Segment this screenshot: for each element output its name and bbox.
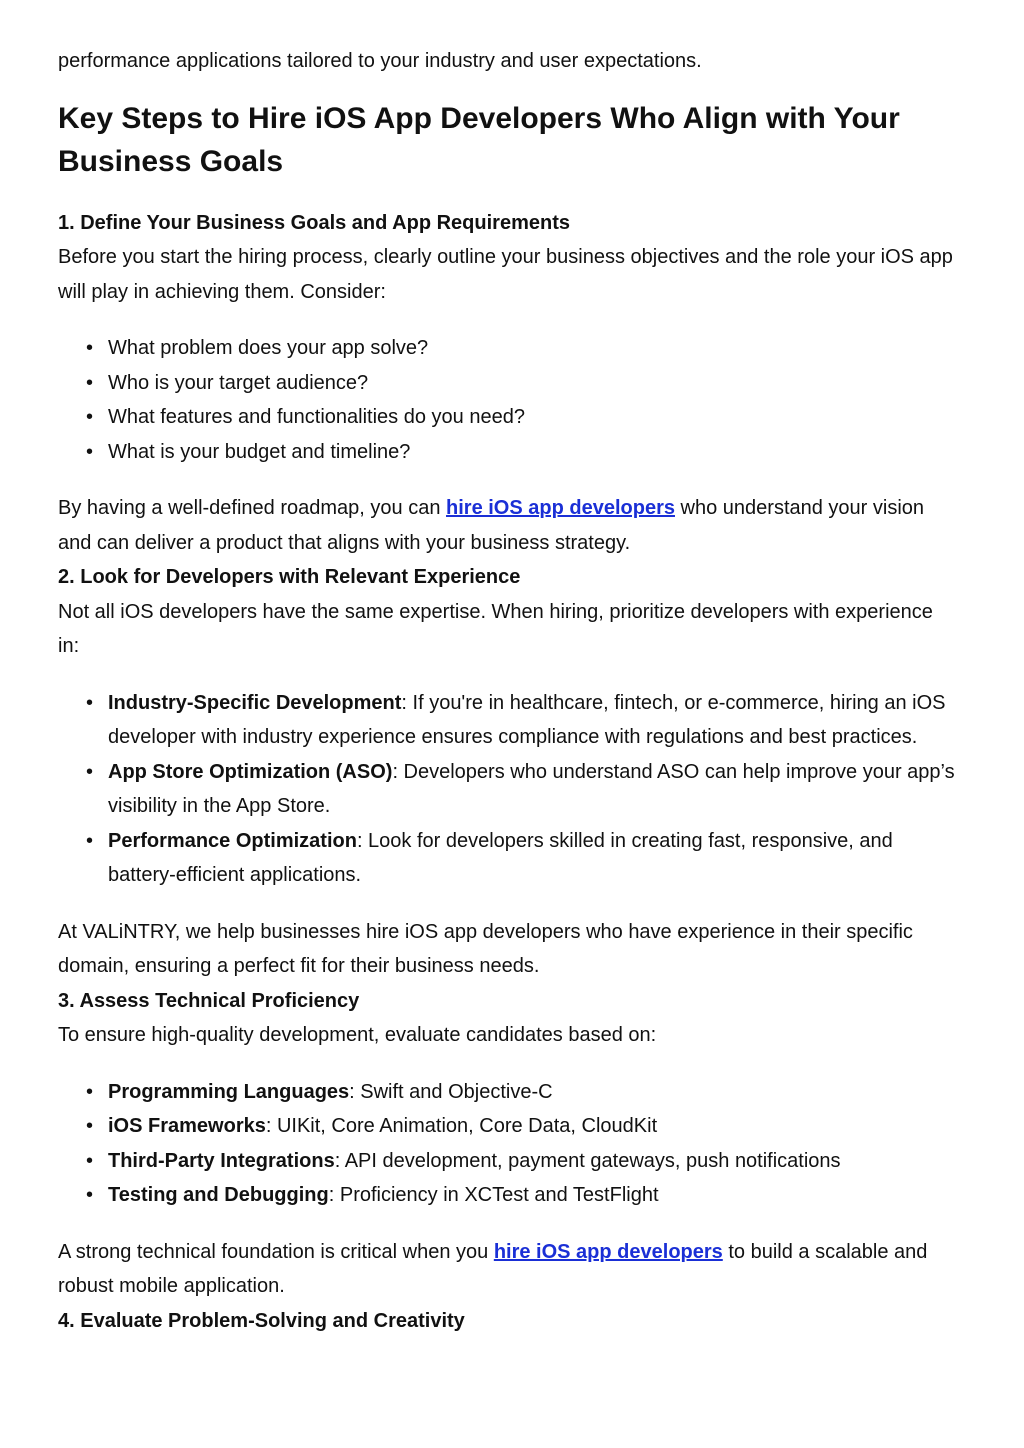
list-item [58, 755, 958, 824]
list-item [58, 686, 958, 755]
document-page [58, 44, 958, 1338]
hire-ios-developers-link[interactable]: hire iOS app developers [446, 497, 675, 519]
section-intro: To ensure high-quality development, evaluate candidates based on: [58, 1024, 657, 1046]
bullet-icon: • [86, 760, 94, 783]
bullet-icon: • [86, 406, 94, 428]
bullet-icon: • [86, 371, 94, 394]
list-item-desc: : If you're in healthcare, fintech, or e-commerce, hiring an iOS developer with industry experience ensures compliance with regulations and best practices. [108, 691, 946, 748]
list-item [58, 1178, 958, 1213]
list-item-term: Programming Languages [108, 1080, 350, 1103]
list-item-desc: : UIKit, Core Animation, Core Data, CloudKit [265, 1115, 658, 1137]
list-item: • What features and functionalities do you need? [58, 400, 958, 435]
list-item: • Who is your target audience? [58, 366, 958, 401]
bullet-icon: • [86, 829, 94, 852]
list-item [58, 1144, 958, 1179]
bullet-icon: • [86, 440, 94, 463]
section-heading: 3. Assess Technical Proficiency [58, 989, 360, 1012]
list-item [58, 1109, 958, 1144]
main-heading: Key Steps to Hire iOS App Developers Who Align with Your Business Goals [58, 101, 900, 178]
bullet-icon: • [86, 691, 94, 714]
bullet-icon: • [86, 1080, 94, 1103]
hire-ios-developers-link[interactable]: hire iOS app developers [493, 1240, 723, 1263]
list-item-term: Testing and Debugging [108, 1184, 329, 1206]
list-item: • What is your budget and timeline? [58, 435, 958, 470]
section-outro: By having a well-defined roadmap, you can hire iOS app developers who understand your vision and can deliver a product that aligns with your business strategy. [58, 497, 925, 554]
section-heading: 1. Define Your Business Goals and App Requirements [58, 211, 570, 234]
list-item-term: iOS Frameworks [108, 1115, 266, 1137]
section-intro: Not all iOS developers have the same expertise. When hiring, prioritize developers with experience in: [58, 600, 933, 657]
list-item-desc: : Proficiency in XCTest and TestFlight [328, 1184, 659, 1206]
bullet-icon: • [86, 1115, 94, 1137]
list-item-desc: : API development, payment gateways, push notifications [334, 1149, 841, 1172]
list-item-desc: : Swift and Objective-C [349, 1080, 553, 1103]
section-problem-solving [58, 1304, 958, 1339]
section-heading: 2. Look for Developers with Relevant Experience [58, 566, 521, 588]
bullet-icon: • [86, 1184, 94, 1206]
list-item [58, 824, 958, 893]
list-item-term: Third-Party Integrations [108, 1149, 335, 1172]
bullet-icon: • [86, 337, 94, 359]
list-item-term: Industry-Specific Development [108, 691, 402, 714]
bullet-list [58, 686, 958, 893]
section-outro: A strong technical foundation is critical when you hire iOS app developers to build a scalable and robust mobile application. [58, 1240, 928, 1297]
list-item [58, 1075, 958, 1110]
intro-tail-text: performance applications tailored to your industry and user expectations. [58, 50, 702, 72]
section-outro: At VALiNTRY, we help businesses hire iOS app developers who have experience in their specific domain, ensuring a perfect fit for their business needs. [58, 920, 913, 977]
list-item-term: Performance Optimization [108, 829, 357, 852]
bullet-list [58, 1075, 958, 1213]
list-item-desc: : Look for developers skilled in creating fast, responsive, and battery-efficient applications. [108, 829, 893, 886]
bullet-icon: • [86, 1149, 94, 1172]
list-item-term: App Store Optimization (ASO) [108, 760, 393, 783]
section-intro: Before you start the hiring process, clearly outline your business objectives and the role your iOS app will play in achieving them. Consider: [58, 246, 953, 303]
bullet-list [58, 331, 958, 469]
section-relevant-experience [58, 560, 958, 984]
section-technical-proficiency [58, 984, 958, 1304]
list-item: • What problem does your app solve? [58, 331, 958, 366]
section-define-goals [58, 206, 958, 561]
list-item-desc: : Developers who understand ASO can help improve your app’s visibility in the App Store. [108, 760, 955, 817]
section-heading: 4. Evaluate Problem-Solving and Creativity [58, 1309, 465, 1332]
